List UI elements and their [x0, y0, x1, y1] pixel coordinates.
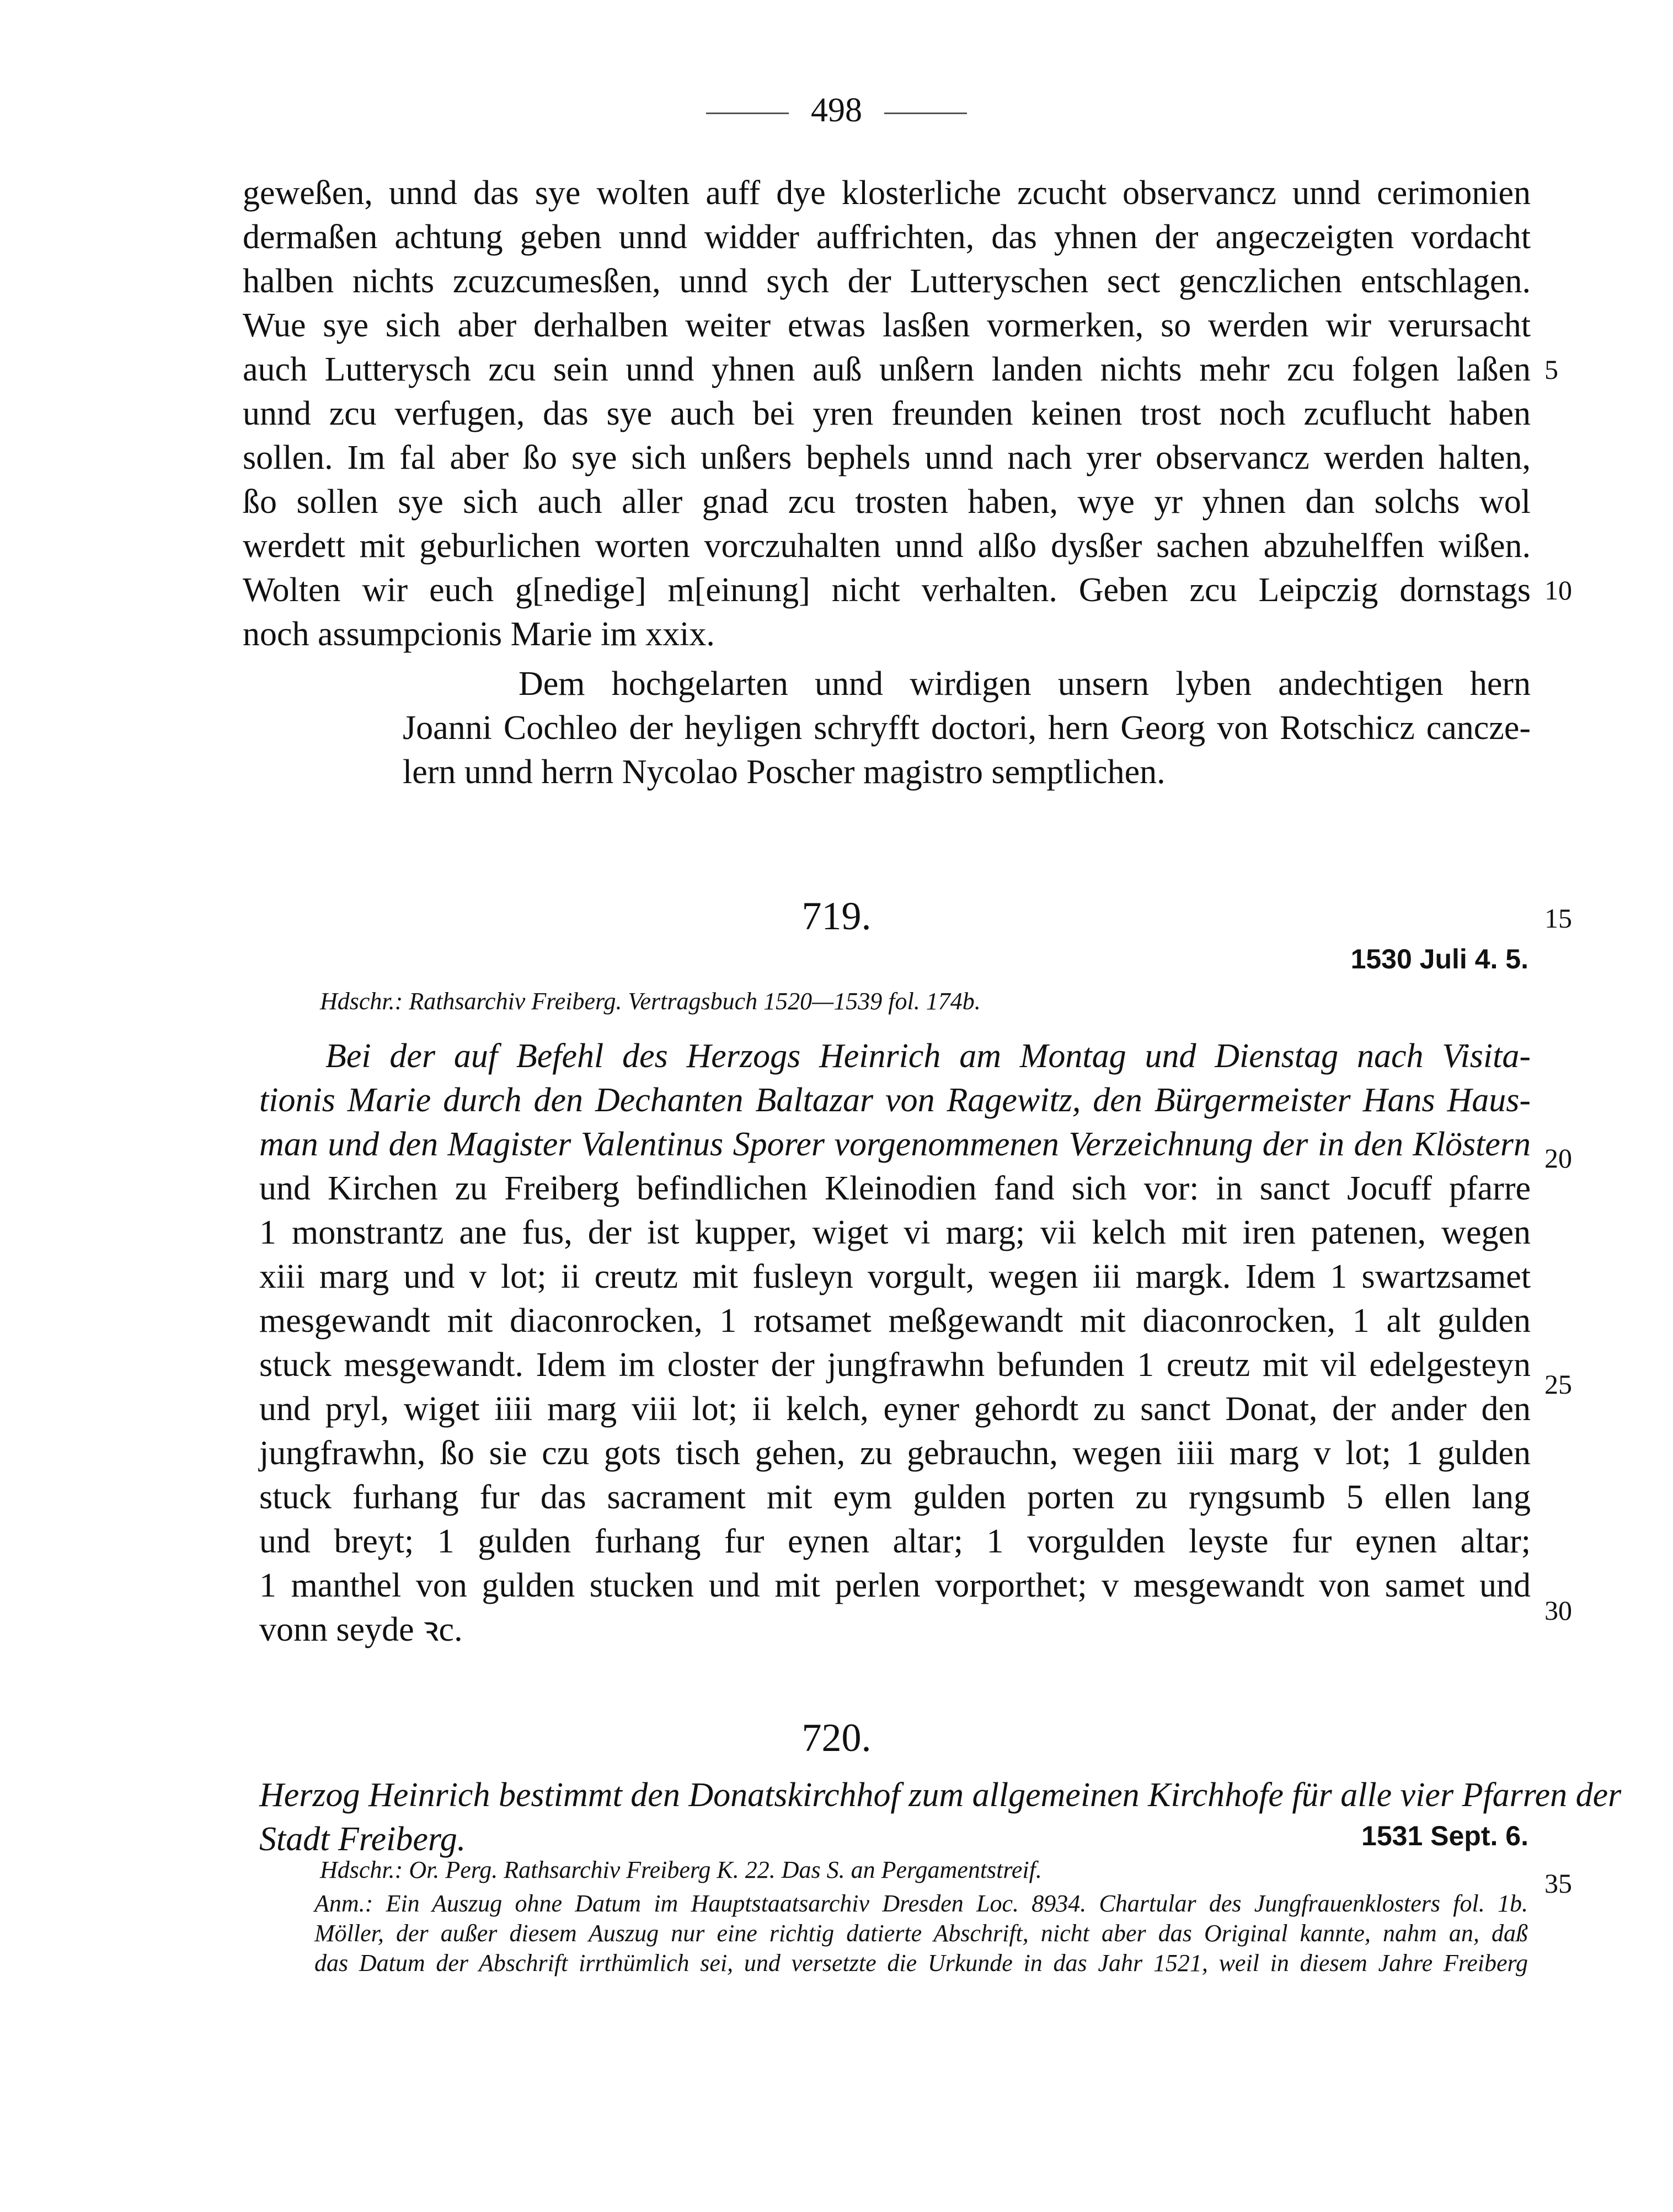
line-number: 15	[1544, 903, 1572, 934]
text-line: ßo sollen sye sich auch aller gnad zcu trosten haben, wye yr yhnen dan solchs wol	[243, 483, 1531, 521]
text-line: unnd zcu verfugen, das sye auch bei yren freunden keinen trost noch zcuflucht haben	[243, 395, 1531, 432]
document-date-720: 1531 Sept. 6.	[1361, 1820, 1528, 1851]
text-line: jungfrawhn, ßo sie czu gots tisch gehen, zu gebrauchn, wegen iiii marg v lot; 1 gulden	[259, 1434, 1531, 1472]
line-number: 35	[1544, 1868, 1572, 1899]
line-number: 10	[1544, 575, 1572, 606]
note-line: Möller, der außer diesem Auszug nur eine richtig datierte Abschrift, nicht aber das Original kannte, nahm an, daß	[314, 1920, 1528, 1947]
text-line: tionis Marie durch den Dechanten Baltazar von Ragewitz, den Bürgermeister Hans Haus-	[259, 1081, 1531, 1119]
text-line: 1 manthel von gulden stucken und mit perlen vorporthet; v mesgewandt von samet und	[259, 1567, 1531, 1604]
annotation-720	[314, 1889, 1528, 1978]
text-line: dermaßen achtung geben unnd widder auffrichten, das yhnen der angeczeigten vordacht	[243, 218, 1531, 256]
text-line: stuck furhang fur das sacrament mit eym gulden porten zu ryngsumb 5 ellen lang	[259, 1479, 1531, 1516]
text-line: und Kirchen zu Freiberg befindlichen Kleinodien fand sich vor: in sanct Jocuff pfarre	[259, 1170, 1531, 1207]
text-line: und breyt; 1 gulden furhang fur eynen altar; 1 vorgulden leyste fur eynen altar;	[259, 1523, 1531, 1560]
text-line: sollen. Im fal aber ßo sye sich unßers bephels unnd nach yrer observancz werden halten,	[243, 439, 1531, 476]
note-line: das Datum der Abschrift irrthümlich sei, und versetzte die Urkunde in das Jahr 1521, weil in diesem Jahre Freiberg	[314, 1949, 1528, 1977]
document-summary-720	[259, 1773, 1622, 1861]
header-rule-left	[706, 113, 789, 114]
page-number: 498	[811, 92, 862, 129]
text-line: Wolten wir euch g[nedige] m[einung] nicht verhalten. Geben zcu Leipczig dornstags	[243, 571, 1531, 609]
text-line: stuck mesgewandt. Idem im closter der jungfrawhn befunden 1 creutz mit vil edelgesteyn	[259, 1346, 1531, 1384]
document-date-719: 1530 Juli 4. 5.	[1350, 944, 1528, 974]
line-number: 25	[1544, 1369, 1572, 1400]
source-reference-719: Hdschr.: Rathsarchiv Freiberg. Vertragsbuch 1520—1539 fol. 174b.	[320, 988, 981, 1015]
letter-body	[243, 171, 1531, 656]
text-line: halben nichts zcuzcumesßen, unnd sych der Lutteryschen sect genczlichen entschlagen.	[243, 263, 1531, 300]
summary-line: Stadt Freiberg.	[259, 1820, 466, 1858]
text-line: noch assumpcionis Marie im xxix.	[243, 615, 715, 653]
line-number: 30	[1544, 1595, 1572, 1626]
address-line: Dem hochgelarten unnd wirdigen unsern lyben andechtigen hern	[519, 665, 1531, 703]
document-number-720: 720.	[801, 1716, 872, 1760]
page-header	[0, 91, 1673, 130]
note-line: Anm.: Ein Auszug ohne Datum im Hauptstaatsarchiv Dresden Loc. 8934. Chartular des Jungfrauenklosters fol. 1b.	[314, 1890, 1528, 1917]
text-line: mesgewandt mit diaconrocken, 1 rotsamet meßgewandt mit diaconrocken, 1 alt gulden	[259, 1302, 1531, 1340]
text-line: xiii marg und v lot; ii creutz mit fusleyn vorgult, wegen iii margk. Idem 1 swartzsamet	[259, 1258, 1531, 1295]
summary-line: Herzog Heinrich bestimmt den Donatskirchhof zum allgemeinen Kirchhofe für alle vier Pfarren der	[259, 1776, 1622, 1814]
line-number: 20	[1544, 1143, 1572, 1174]
text-line: auch Lutterysch zcu sein unnd yhnen auß unßern landen nichts mehr zcu folgen laßen	[243, 351, 1531, 388]
text-line: vonn seyde ꝛc.	[259, 1611, 463, 1648]
text-line: werdett mit geburlichen worten vorczuhalten unnd alßo dysßer sachen abzuhelffen wißen.	[243, 527, 1531, 565]
text-line: Bei der auf Befehl des Herzogs Heinrich am Montag und Dienstag nach Visita-	[325, 1037, 1531, 1075]
text-line: geweßen, unnd das sye wolten auff dye klosterliche zcucht observancz unnd cerimonien	[243, 174, 1531, 212]
text-line: und pryl, wiget iiii marg viii lot; ii kelch, eyner gehordt zu sanct Donat, der ander den	[259, 1390, 1531, 1428]
document-number-719: 719.	[801, 894, 872, 938]
address-line: Joanni Cochleo der heyligen schryfft doctori, hern Georg von Rotschicz canczе-	[403, 709, 1531, 747]
line-number: 5	[1544, 354, 1558, 385]
text-line: Wue sye sich aber derhalben weiter etwas lasßen vormerken, so werden wir verursacht	[243, 307, 1531, 344]
header-rule-right	[884, 113, 967, 114]
document-body-719	[259, 1034, 1531, 1652]
source-reference-720: Hdschr.: Or. Perg. Rathsarchiv Freiberg K. 22. Das S. an Pergamentstreif.	[320, 1856, 1042, 1883]
address-line: lern unnd herrn Nycolao Poscher magistro semptlichen.	[403, 753, 1166, 791]
letter-address	[403, 662, 1531, 794]
text-line: man und den Magister Valentinus Sporer vorgenommenen Verzeichnung der in den Klöstern	[259, 1126, 1531, 1163]
text-line: 1 monstrantz ane fus, der ist kupper, wiget vi marg; vii kelch mit iren patenen, wegen	[259, 1214, 1531, 1251]
